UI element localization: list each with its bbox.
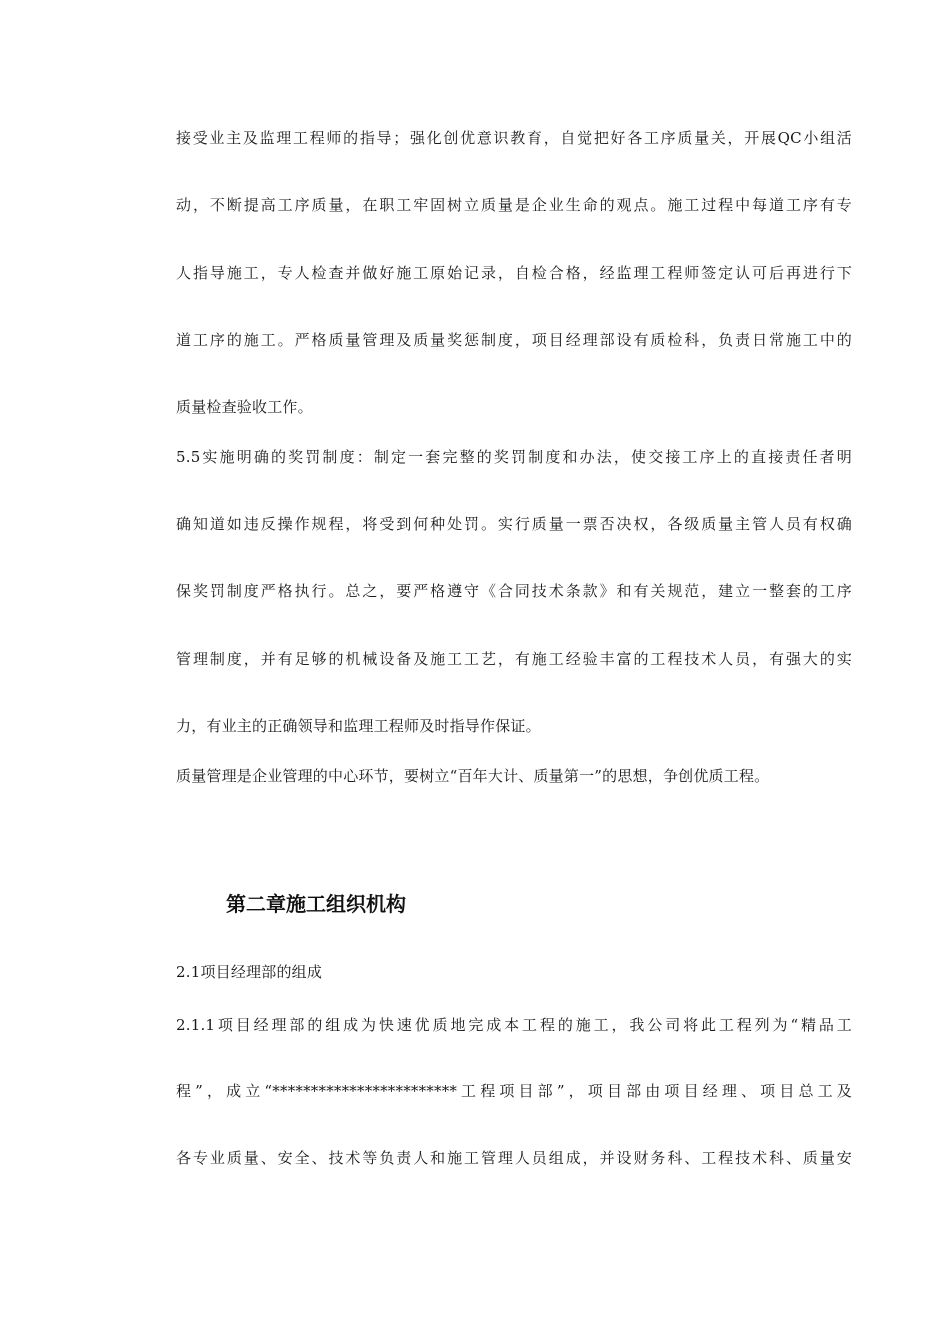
paragraph-line: 动，不断提高工序质量，在职工牢固树立质量是企业生命的观点。施工过程中每道工序有专 bbox=[176, 196, 852, 214]
paragraph-line: 力，有业主的正确领导和监理工程师及时指导作保证。 bbox=[176, 717, 541, 735]
paragraph-line: 保奖罚制度严格执行。总之，要严格遵守《合同技术条款》和有关规范，建立一整套的工序 bbox=[176, 582, 852, 600]
paragraph-line: 接受业主及监理工程师的指导；强化创优意识教育，自觉把好各工序质量关，开展QC小组活 bbox=[176, 129, 852, 147]
section-title: 2.1项目经理部的组成 bbox=[176, 963, 323, 981]
paragraph-line: 质量管理是企业管理的中心环节，要树立“百年大计、质量第一”的思想，争创优质工程。 bbox=[176, 767, 770, 785]
paragraph-line: 5.5实施明确的奖罚制度：制定一套完整的奖罚制度和办法，使交接工序上的直接责任者明 bbox=[176, 448, 852, 466]
paragraph-line: 质量检查验收工作。 bbox=[176, 398, 313, 416]
paragraph-line: 程”，成立“************************工程项目部”，项目部由项目经理、项目总工及 bbox=[176, 1082, 852, 1100]
paragraph-line: 道工序的施工。严格质量管理及质量奖惩制度，项目经理部设有质检科，负责日常施工中的 bbox=[176, 331, 852, 349]
paragraph-line: 管理制度，并有足够的机械设备及施工工艺，有施工经验丰富的工程技术人员，有强大的实 bbox=[176, 650, 852, 668]
paragraph-line: 2.1.1项目经理部的组成为快速优质地完成本工程的施工，我公司将此工程列为“精品工 bbox=[176, 1016, 852, 1034]
chapter-title: 第二章施工组织机构 bbox=[226, 892, 406, 916]
paragraph-line: 各专业质量、安全、技术等负责人和施工管理人员组成，并设财务科、工程技术科、质量安 bbox=[176, 1149, 852, 1167]
paragraph-line: 人指导施工，专人检查并做好施工原始记录，自检合格，经监理工程师签定认可后再进行下 bbox=[176, 264, 852, 282]
paragraph-line: 确知道如违反操作规程，将受到何种处罚。实行质量一票否决权，各级质量主管人员有权确 bbox=[176, 515, 852, 533]
